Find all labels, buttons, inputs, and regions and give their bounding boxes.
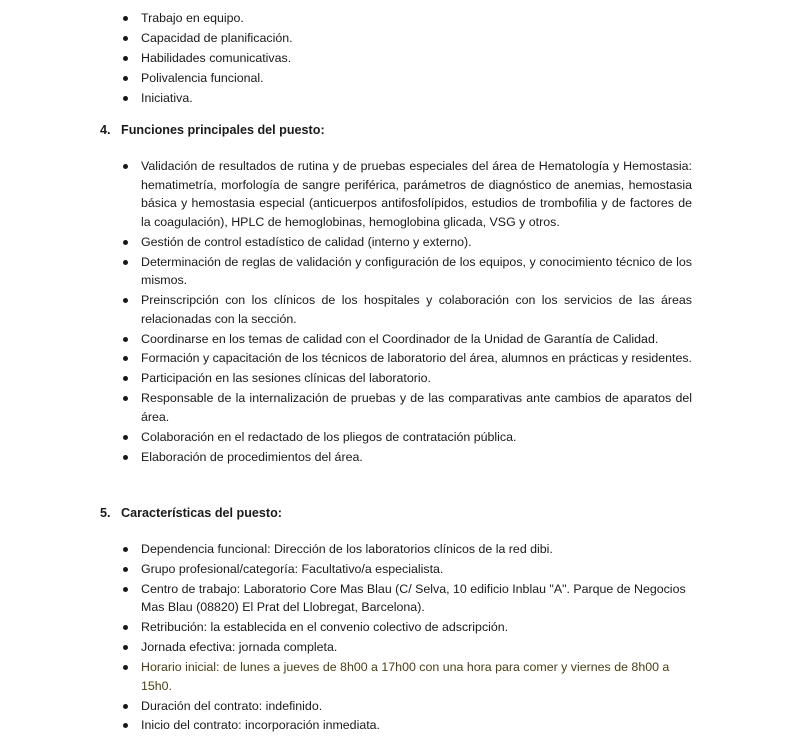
list-item: Formación y capacitación de los técnicos de laboratorio del área, alumnos en prácticas y residentes. bbox=[120, 349, 692, 368]
list-item: Responsable de la internalización de pruebas y de las comparativas ante cambios de aparatos del área. bbox=[120, 389, 692, 426]
caracteristicas-list bbox=[120, 540, 692, 736]
list-item: Validación de resultados de rutina y de pruebas especiales del área de Hematología y Hemostasia: hematimetría, morfología de sangre periférica, parámetros de diagnóstico de anemias, hemostasia básica y hemostasia especial (anticuerpos antifosfolípidos, estudios de trombofilia y de factores de la coagulación), HPLC de hemoglobinas, hemoglobina glicada, VSG y otros. bbox=[120, 157, 692, 231]
section-title: Funciones principales del puesto: bbox=[121, 123, 325, 137]
list-item: Grupo profesional/categoría: Facultativo/a especialista. bbox=[120, 560, 692, 579]
list-item: Colaboración en el redactado de los pliegos de contratación pública. bbox=[120, 428, 692, 447]
funciones-list bbox=[120, 157, 692, 467]
list-item: Trabajo en equipo. bbox=[120, 9, 692, 28]
list-item: Determinación de reglas de validación y configuración de los equipos, y conocimiento técnico de los mismos. bbox=[120, 253, 692, 290]
list-item: Duración del contrato: indefinido. bbox=[120, 697, 692, 716]
section-title: Características del puesto: bbox=[121, 506, 282, 520]
list-item: Preinscripción con los clínicos de los hospitales y colaboración con los servicios de las áreas relacionadas con la sección. bbox=[120, 291, 692, 328]
list-item: Jornada efectiva: jornada completa. bbox=[120, 638, 692, 657]
list-item: Coordinarse en los temas de calidad con el Coordinador de la Unidad de Garantía de Calidad. bbox=[120, 330, 692, 349]
list-item: Iniciativa. bbox=[120, 89, 692, 108]
section-5-heading bbox=[100, 506, 282, 520]
list-item: Centro de trabajo: Laboratorio Core Mas Blau (C/ Selva, 10 edificio Inblau "A". Parque de Negocios Mas Blau (08820) El Prat del Llobregat, Barcelona). bbox=[120, 580, 692, 617]
list-item: Elaboración de procedimientos del área. bbox=[120, 448, 692, 467]
list-item: Participación en las sesiones clínicas del laboratorio. bbox=[120, 369, 692, 388]
section-4-heading bbox=[100, 123, 325, 137]
section-number: 5. bbox=[100, 506, 111, 520]
list-item: Retribución: la establecida en el convenio colectivo de adscripción. bbox=[120, 618, 692, 637]
list-item: Capacidad de planificación. bbox=[120, 29, 692, 48]
list-item: Habilidades comunicativas. bbox=[120, 49, 692, 68]
list-item: Polivalencia funcional. bbox=[120, 69, 692, 88]
list-item: Gestión de control estadístico de calidad (interno y externo). bbox=[120, 233, 692, 252]
list-item: Dependencia funcional: Dirección de los laboratorios clínicos de la red dibi. bbox=[120, 540, 692, 559]
section-number: 4. bbox=[100, 123, 111, 137]
list-item: Inicio del contrato: incorporación inmediata. bbox=[120, 716, 692, 735]
list-item: Horario inicial: de lunes a jueves de 8h00 a 17h00 con una hora para comer y viernes de 8h00 a 15h0. bbox=[120, 658, 692, 695]
competencias-list bbox=[120, 9, 692, 108]
